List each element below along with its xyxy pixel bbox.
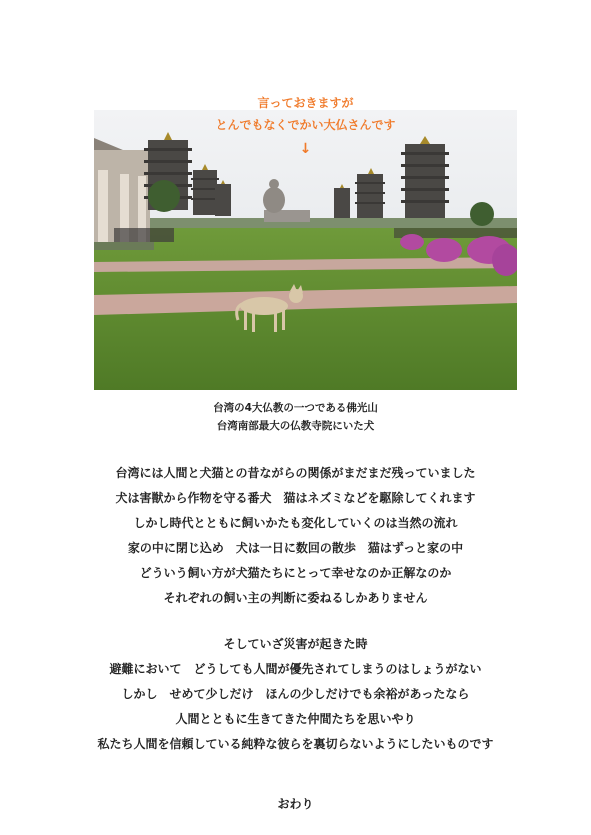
annotation-line-2: とんでもなくでかい大仏さんです bbox=[215, 118, 396, 132]
text-line: 避難において どうしても人間が優先されてしまうのはしょうがない bbox=[109, 662, 482, 676]
text-line: しかし時代とともに飼いかたも変化していくのは当然の流れ bbox=[133, 516, 458, 530]
text-line: 家の中に閉じ込め 犬は一日に数回の散歩 猫はずっと家の中 bbox=[127, 541, 464, 555]
paragraph-1 bbox=[0, 461, 591, 611]
paragraph-2 bbox=[0, 632, 591, 757]
text-line: それぞれの飼い主の判断に委ねるしかありません bbox=[163, 591, 428, 605]
text-line: どういう飼い方が犬猫たちにとって幸せなのか正解なのか bbox=[139, 566, 452, 580]
pagoda-4 bbox=[334, 184, 350, 218]
pagoda-5 bbox=[355, 168, 385, 218]
pagoda-2 bbox=[191, 164, 219, 215]
photo-caption-line-1: 台湾の4大仏教の一つである佛光山 bbox=[213, 402, 378, 414]
text-line: 私たち人間を信頼している純粋な彼らを裏切らないようにしたいものです bbox=[97, 737, 494, 751]
pagoda-3 bbox=[215, 180, 231, 216]
photo-caption-line-2: 台湾南部最大の仏教寺院にいた犬 bbox=[216, 420, 375, 432]
annotation-line-1: 言っておきますが bbox=[257, 96, 354, 110]
ending-text: おわり bbox=[277, 797, 314, 811]
down-arrow-icon: ↓ bbox=[299, 141, 312, 157]
text-line: しかし せめて少しだけ ほんの少しだけでも余裕があったなら bbox=[121, 687, 470, 701]
text-line: そしていざ災害が起きた時 bbox=[223, 637, 368, 651]
text-line: 台湾には人間と犬猫との昔ながらの関係がまだまだ残っていました bbox=[115, 466, 476, 480]
text-line: 人間とともに生きてきた仲間たちを思いやり bbox=[175, 712, 416, 726]
text-line: 犬は害獣から作物を守る番犬 猫はネズミなどを駆除してくれます bbox=[115, 491, 476, 505]
